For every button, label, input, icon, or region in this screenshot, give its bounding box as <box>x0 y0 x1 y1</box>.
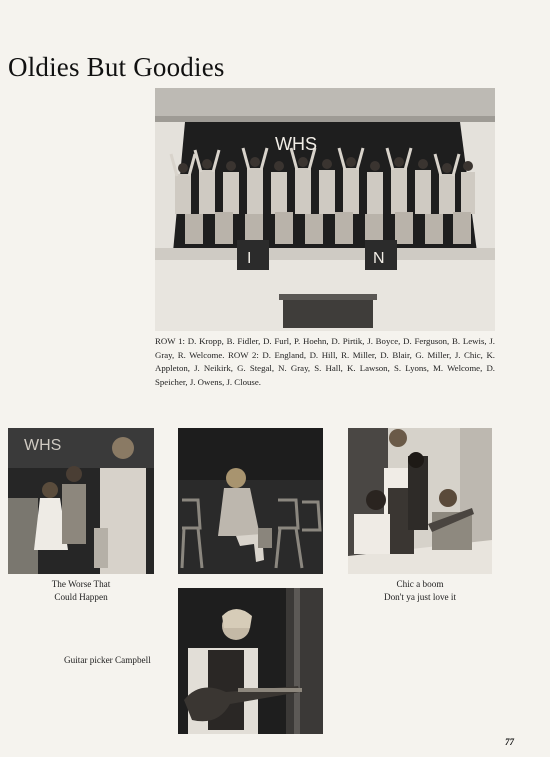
box-letter-i: I <box>247 250 252 267</box>
photo-bottom-image <box>178 588 323 734</box>
box-letter-n: N <box>373 250 385 267</box>
svg-text:WHS: WHS <box>24 437 62 454</box>
caption-worse-that-line1: The Worse That <box>51 579 111 589</box>
caption-guitar-picker: Guitar picker Campbell <box>64 655 151 665</box>
photo-worse-that-could-happen <box>8 428 154 574</box>
page-title: Oldies But Goodies <box>8 52 225 82</box>
caption-chic-a-boom <box>338 578 502 604</box>
photo-guitar-picker <box>178 588 323 734</box>
caption-worse-that <box>8 578 154 604</box>
photo-center-image <box>178 428 323 574</box>
photo-right-image <box>348 428 492 574</box>
page-number: 77 <box>505 737 514 747</box>
group-photo <box>155 88 495 331</box>
photo-left-image <box>8 428 154 574</box>
whs-sign-text: WHS <box>275 134 317 154</box>
photo-girl-seated <box>178 428 323 574</box>
group-photo-image <box>155 88 495 331</box>
caption-chic-a-boom-line2: Don't ya just love it <box>383 592 457 602</box>
group-photo-caption: ROW 1: D. Kropp, B. Fidler, D. Furl, P. Hoehn, D. Pirtik, J. Boyce, D. Ferguson, B. Lewis, J. Gray, R. Welcome. ROW 2: D. England, D. Hill, R. Miller, D. Blair, G. Miller, J. Chic, K. Appleton, J. Neikirk, G. Stegal, N. Gray, S. Hall, K. Lawson, S. Lyons, M. Welcome, D. Speicher, J. Owens, J. Clouse. <box>155 336 495 387</box>
photo-chic-a-boom <box>348 428 492 574</box>
caption-worse-that-line2: Could Happen <box>54 592 108 602</box>
caption-chic-a-boom-line1: Chic a boom <box>396 579 444 589</box>
